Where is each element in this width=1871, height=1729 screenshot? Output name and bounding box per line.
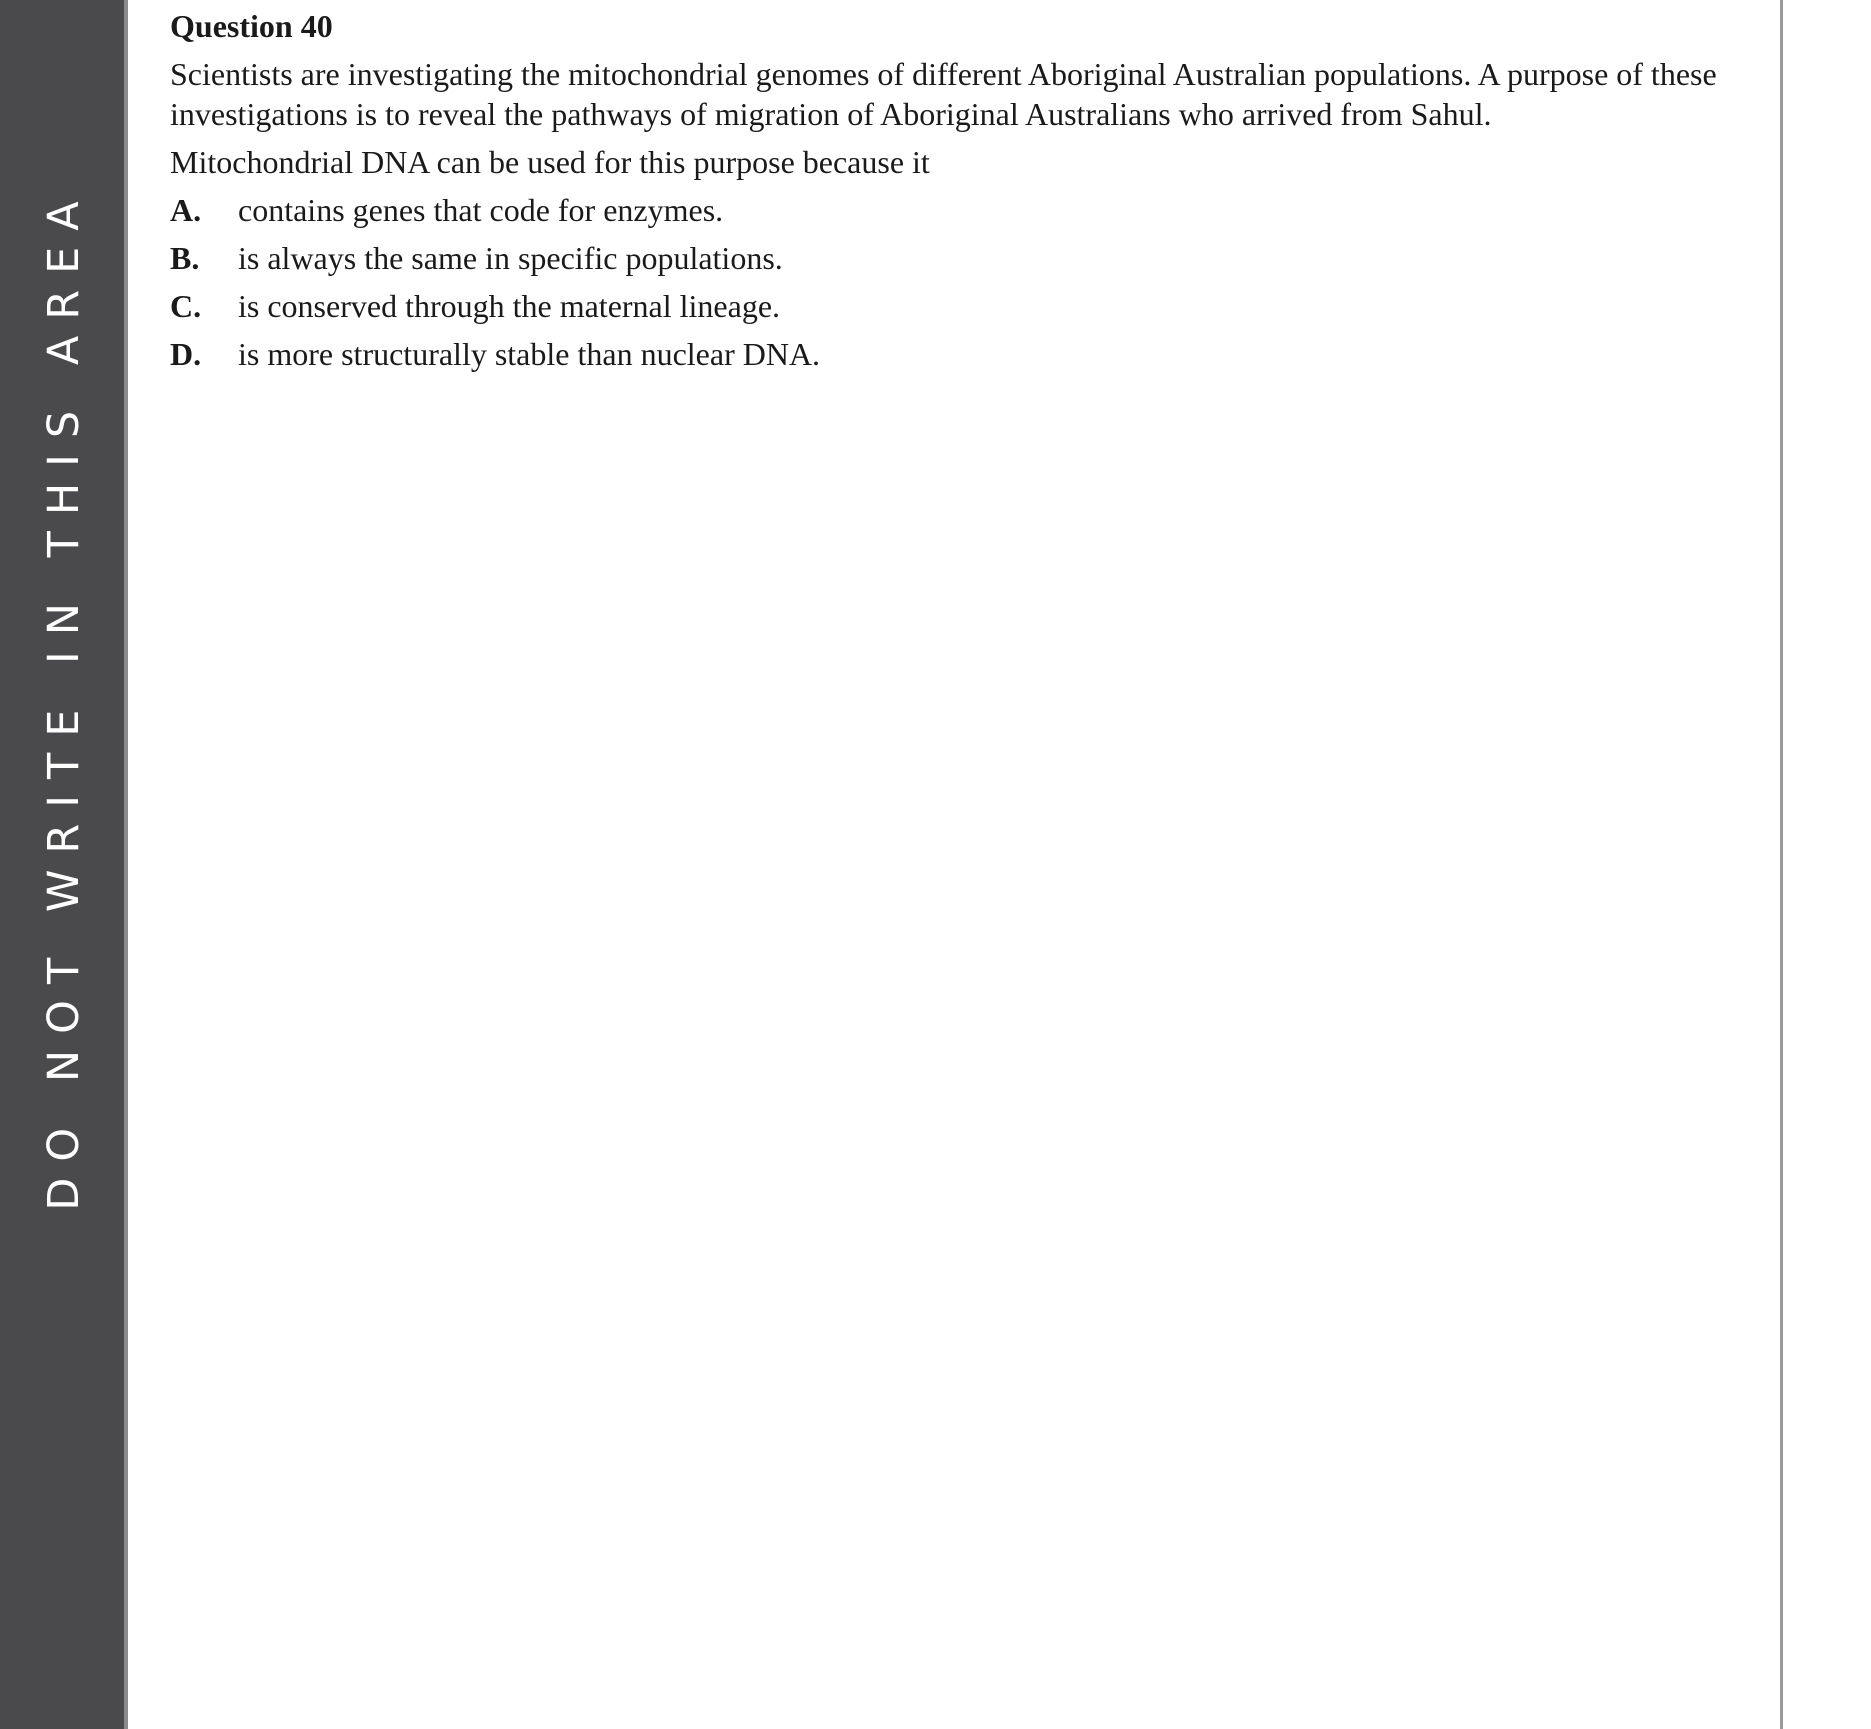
option-d[interactable] — [170, 334, 820, 374]
option-text: is conserved through the maternal lineage. — [238, 288, 781, 324]
question-title: Question 40 — [170, 8, 333, 44]
right-margin-rule — [1780, 0, 1783, 1729]
option-letter: C. — [170, 288, 202, 324]
do-not-write-margin — [0, 0, 128, 1729]
option-text: is more structurally stable than nuclear DNA. — [238, 336, 821, 372]
option-text: is always the same in specific populations. — [238, 240, 783, 276]
question-stem: Scientists are investigating the mitochondrial genomes of different Aboriginal Australian populations. A purpose of these investigations is to reveal the pathways of migration of Aboriginal Australians who arrived from Sahul. — [170, 56, 1717, 132]
option-c[interactable] — [170, 286, 780, 326]
option-a[interactable] — [170, 190, 723, 230]
question-prompt: Mitochondrial DNA can be used for this purpose because it — [170, 144, 930, 180]
option-letter: D. — [170, 336, 202, 372]
option-letter: B. — [170, 240, 200, 276]
option-text: contains genes that code for enzymes. — [238, 192, 724, 228]
option-letter: A. — [170, 192, 202, 228]
margin-notice: DO NOT WRITE IN THIS AREA — [39, 185, 89, 1211]
option-b[interactable] — [170, 238, 783, 278]
